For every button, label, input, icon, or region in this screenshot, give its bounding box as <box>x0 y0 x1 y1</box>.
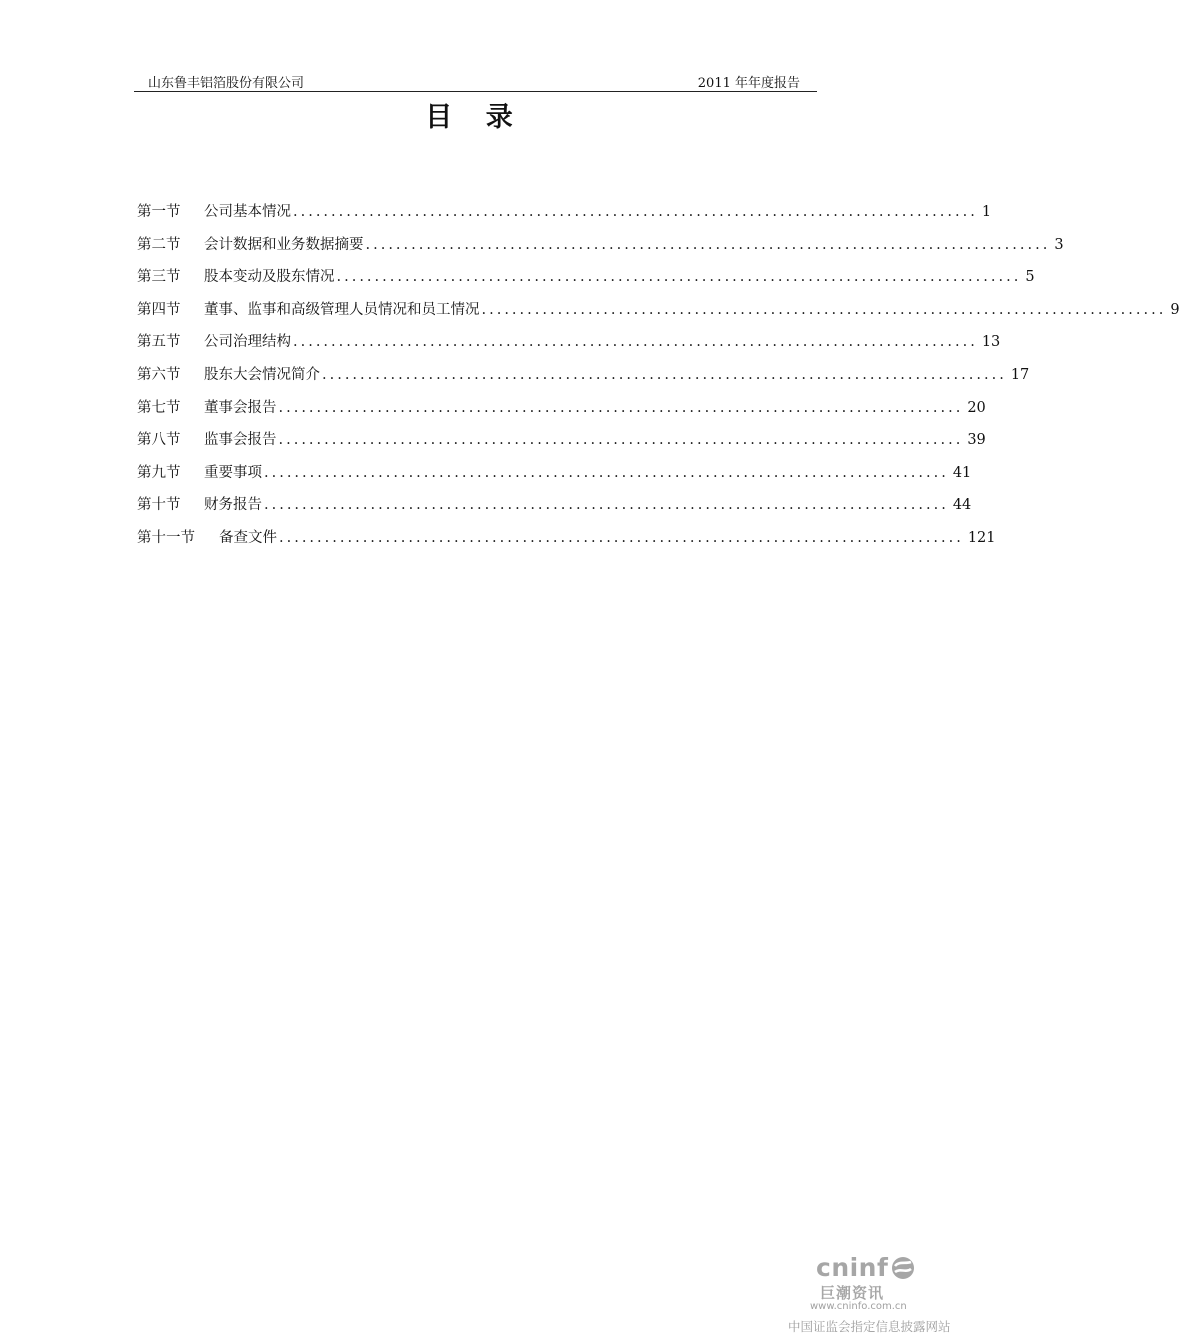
toc-title: 目 录 <box>425 102 525 133</box>
toc-section-name: 董事、监事和高级管理人员情况和员工情况 <box>204 301 480 318</box>
toc-section-number: 第八节 <box>137 432 181 449</box>
toc-page-number: 9 <box>1170 301 1180 318</box>
header-company-name: 山东鲁丰铝箔股份有限公司 <box>148 76 305 91</box>
toc-leader-dots: .......................................................................................... <box>278 432 964 449</box>
toc-section-name: 监事会报告 <box>204 432 277 449</box>
toc-leader-dots: .......................................................................................... <box>481 301 1167 318</box>
toc-leader-dots: .......................................................................................... <box>293 204 978 220</box>
toc-section-name: 会计数据和业务数据摘要 <box>204 236 364 253</box>
toc-page-number: 1 <box>981 204 992 220</box>
cninfo-logo-chinese: 巨潮资讯 <box>820 1284 885 1302</box>
toc-entry[interactable] <box>137 396 986 429</box>
toc-entry[interactable] <box>137 200 992 233</box>
toc-section-number: 第三节 <box>137 269 181 286</box>
toc-section-number: 第六节 <box>137 366 181 383</box>
cninfo-swirl-icon <box>890 1255 916 1281</box>
toc-section-name: 股东大会情况简介 <box>204 366 320 383</box>
cninfo-logo-text: cninf <box>816 1253 889 1282</box>
toc-page-number: 17 <box>1010 366 1030 383</box>
toc-section-name: 备查文件 <box>219 529 277 546</box>
toc-leader-dots: .......................................................................................... <box>293 334 978 351</box>
toc-leader-dots: .......................................................................................... <box>264 464 949 481</box>
toc-page-number: 121 <box>967 529 996 546</box>
toc-section-name: 财务报告 <box>204 497 262 514</box>
toc-page-number: 39 <box>967 432 986 449</box>
toc-entry[interactable] <box>137 298 1180 331</box>
toc-entry[interactable] <box>137 265 1035 298</box>
toc-section-name: 重要事项 <box>204 464 262 481</box>
toc-page-number: 3 <box>1054 236 1064 253</box>
toc-entry[interactable] <box>137 461 972 494</box>
toc-entry[interactable] <box>137 526 996 559</box>
toc-section-number: 第一节 <box>137 204 181 220</box>
toc-entry[interactable] <box>137 363 1030 396</box>
toc-section-number: 第九节 <box>137 464 181 481</box>
cninfo-slogan: 中国证监会指定信息披露网站 <box>788 1319 951 1334</box>
toc-page-number: 44 <box>952 497 972 514</box>
toc-page-number: 5 <box>1025 269 1035 286</box>
toc-page-number: 13 <box>981 334 1001 351</box>
header-report-title: 2011 年年度报告 <box>697 76 800 91</box>
cninfo-watermark <box>786 1253 950 1344</box>
toc-section-number: 第二节 <box>137 236 181 253</box>
toc-leader-dots: .......................................................................................... <box>365 236 1051 253</box>
toc-entry[interactable] <box>137 428 986 461</box>
toc-entry[interactable] <box>137 330 1001 363</box>
toc-section-number: 第十节 <box>137 497 181 514</box>
toc-section-number: 第七节 <box>137 399 181 416</box>
toc-entry[interactable] <box>137 233 1064 266</box>
toc-leader-dots: .......................................................................................... <box>279 529 964 546</box>
toc-page-number: 41 <box>952 464 972 481</box>
toc-page-number: 20 <box>967 399 986 416</box>
toc-section-number: 第四节 <box>137 301 181 318</box>
toc-section-name: 公司治理结构 <box>204 334 291 351</box>
toc-leader-dots: .......................................................................................... <box>336 269 1022 286</box>
toc-section-number: 第十一节 <box>137 529 195 546</box>
toc-leader-dots: .......................................................................................... <box>278 399 964 416</box>
cninfo-url: www.cninfo.com.cn <box>810 1301 907 1312</box>
toc-leader-dots: .......................................................................................... <box>322 366 1007 383</box>
table-of-contents <box>137 200 1180 559</box>
header-divider <box>134 91 817 92</box>
toc-section-number: 第五节 <box>137 334 181 351</box>
toc-section-name: 公司基本情况 <box>204 204 291 220</box>
toc-section-name: 董事会报告 <box>204 399 277 416</box>
toc-leader-dots: .......................................................................................... <box>264 497 949 514</box>
toc-section-name: 股本变动及股东情况 <box>204 269 335 286</box>
toc-entry[interactable] <box>137 493 972 526</box>
